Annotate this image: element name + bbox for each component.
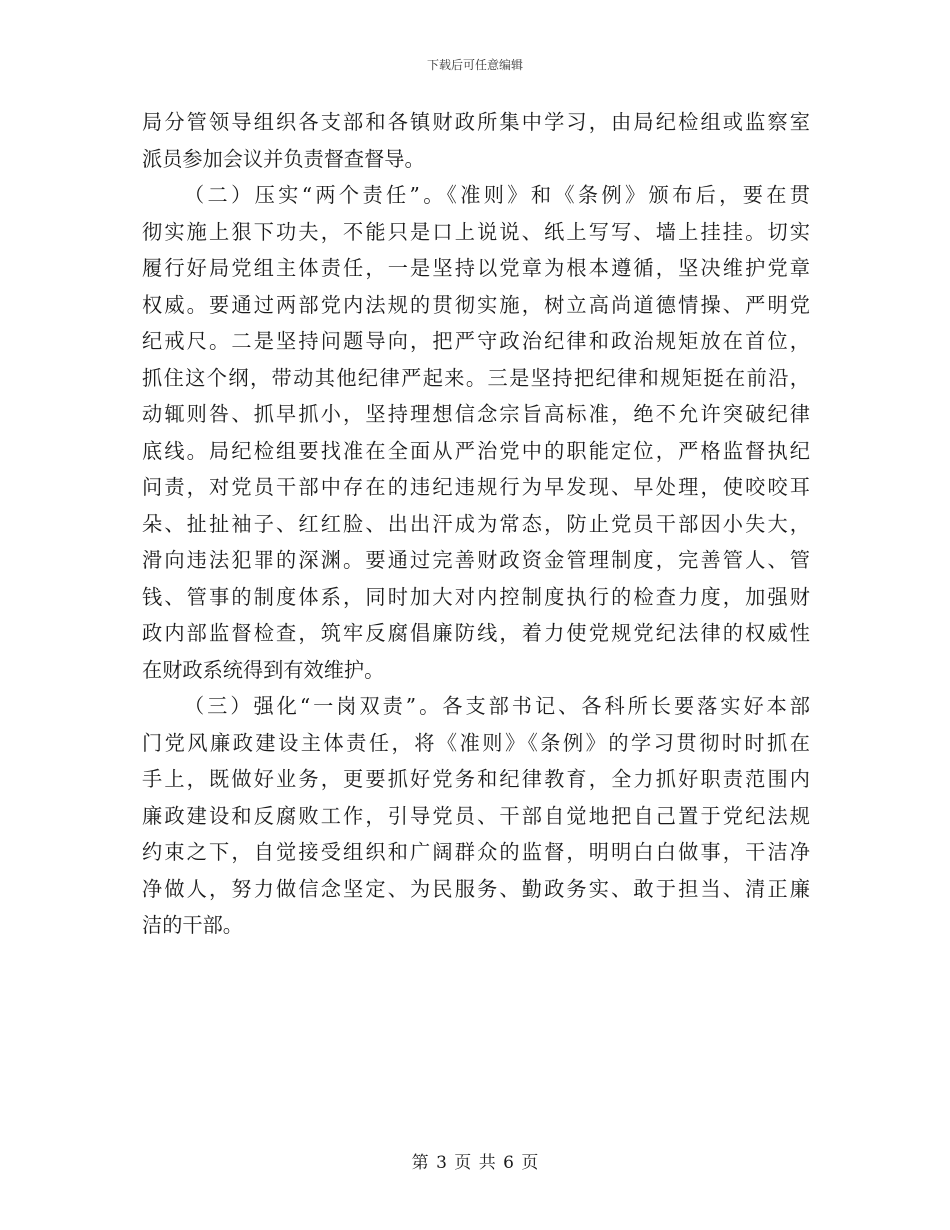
text-line: 钱、管事的制度体系，同时加大对内控制度执行的检查力度，加强财 (142, 584, 810, 609)
paragraph-1 (142, 104, 810, 177)
text-line: 廉政建设和反腐败工作，引导党员、干部自觉地把自己置于党纪法规 (142, 803, 810, 828)
text-line: 洁的干部。 (142, 913, 243, 937)
text-line: 政内部监督检查，筑牢反腐倡廉防线，着力使党规党纪法律的权威性 (142, 621, 810, 645)
header-note: 下载后可任意编辑 (426, 58, 523, 72)
text-line: 局分管领导组织各支部和各镇财政所集中学习，由局纪检组或监察室 (142, 110, 810, 134)
text-line: 底线。局纪检组要找准在全面从严治党中的职能定位，严格监督执纪 (142, 438, 810, 463)
page-number-footer: 第 3 页 共 6 页 (411, 1153, 539, 1173)
text-line: 朵、扯扯袖子、红红脸、出出汗成为常态，防止党员干部因小失大， (142, 511, 810, 536)
paragraph-2 (142, 177, 810, 688)
text-line: 动辄则咎、抓早抓小，坚持理想信念宗旨高标准，绝不允许突破纪律 (142, 402, 810, 426)
text-line: 权威。要通过两部党内法规的贯彻实施，树立高尚道德情操、严明党 (142, 292, 810, 317)
text-line: 抓住这个纲，带动其他纪律严起来。三是坚持把纪律和规矩挺在前沿， (142, 365, 810, 390)
text-line: 彻实施上狠下功夫，不能只是口上说说、纸上写写、墙上挂挂。切实 (142, 219, 810, 244)
text-line: （二）压实“两个责任”。《准则》和《条例》颁布后，要在贯 (184, 183, 810, 207)
text-line: 净做人，努力做信念坚定、为民服务、勤政务实、敢于担当、清正廉 (142, 876, 810, 901)
text-line: 派员参加会议并负责督查督导。 (142, 146, 425, 171)
text-line: 纪戒尺。二是坚持问题导向，把严守政治纪律和政治规矩放在首位， (142, 329, 810, 353)
text-line: 问责，对党员干部中存在的违纪违规行为早发现、早处理，使咬咬耳 (142, 475, 810, 499)
text-line: 手上，既做好业务，更要抓好党务和纪律教育，全力抓好职责范围内 (142, 767, 810, 791)
paragraph-3 (142, 688, 810, 944)
text-line: 在财政系统得到有效维护。 (142, 657, 385, 682)
text-line: 约束之下，自觉接受组织和广阔群众的监督，明明白白做事，干洁净 (142, 840, 810, 864)
document-body (142, 104, 810, 944)
text-line: 滑向违法犯罪的深渊。要通过完善财政资金管理制度，完善管人、管 (142, 548, 810, 572)
text-line: （三）强化“一岗双责”。各支部书记、各科所长要落实好本部 (184, 694, 810, 718)
text-line: 门党风廉政建设主体责任，将《准则》《条例》的学习贯彻时时抓在 (142, 730, 810, 755)
text-line: 履行好局党组主体责任，一是坚持以党章为根本遵循，坚决维护党章 (142, 256, 810, 280)
